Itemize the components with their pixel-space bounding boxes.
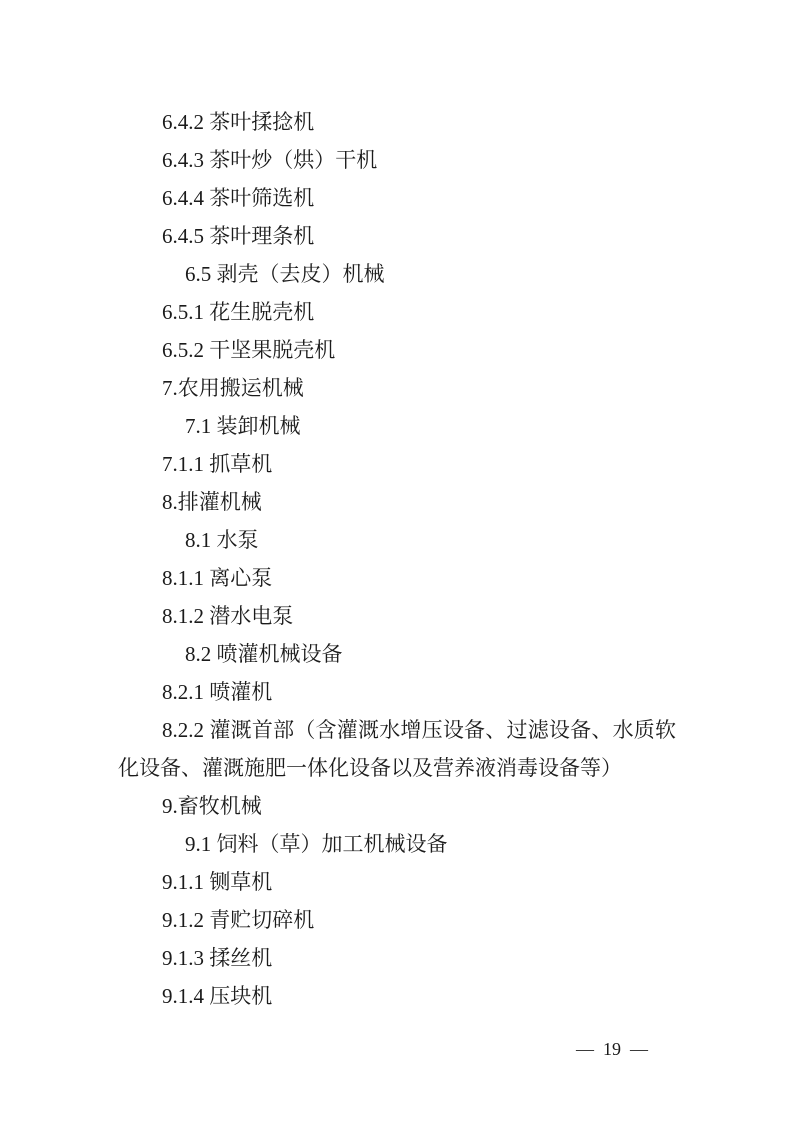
list-item: 8.2.2 灌溉首部（含灌溉水增压设备、过滤设备、水质软 [162,718,676,742]
list-item: 8.1 水泵 [185,528,259,552]
footer-dash-right: — [630,1039,648,1059]
list-item: 9.畜牧机械 [162,794,262,818]
list-item: 8.2 喷灌机械设备 [185,642,343,666]
list-item: 9.1 饲料（草）加工机械设备 [185,832,448,856]
list-item: 7.1 装卸机械 [185,414,301,438]
list-item: 8.1.1 离心泵 [162,566,273,590]
list-item: 9.1.4 压块机 [162,984,273,1008]
list-item: 7.1.1 抓草机 [162,452,273,476]
list-item: 6.4.3 茶叶炒（烘）干机 [162,148,378,172]
list-item: 6.4.5 茶叶理条机 [162,224,315,248]
list-item: 9.1.1 铡草机 [162,870,273,894]
page-number: 19 [603,1039,621,1059]
list-item: 7.农用搬运机械 [162,376,304,400]
page-footer [576,1036,648,1062]
list-item: 6.4.2 茶叶揉捻机 [162,110,315,134]
list-item: 6.5.1 花生脱壳机 [162,300,315,324]
list-item: 6.4.4 茶叶筛选机 [162,186,315,210]
footer-dash-left: — [576,1039,594,1059]
list-item: 8.排灌机械 [162,490,262,514]
list-item: 6.5.2 干坚果脱壳机 [162,338,336,362]
list-item: 化设备、灌溉施肥一体化设备以及营养液消毒设备等） [118,756,622,780]
list-item: 8.1.2 潜水电泵 [162,604,294,628]
list-item: 9.1.3 揉丝机 [162,946,273,970]
list-item: 6.5 剥壳（去皮）机械 [185,262,385,286]
document-body [118,103,676,1015]
list-item: 9.1.2 青贮切碎机 [162,908,315,932]
list-item: 8.2.1 喷灌机 [162,680,273,704]
